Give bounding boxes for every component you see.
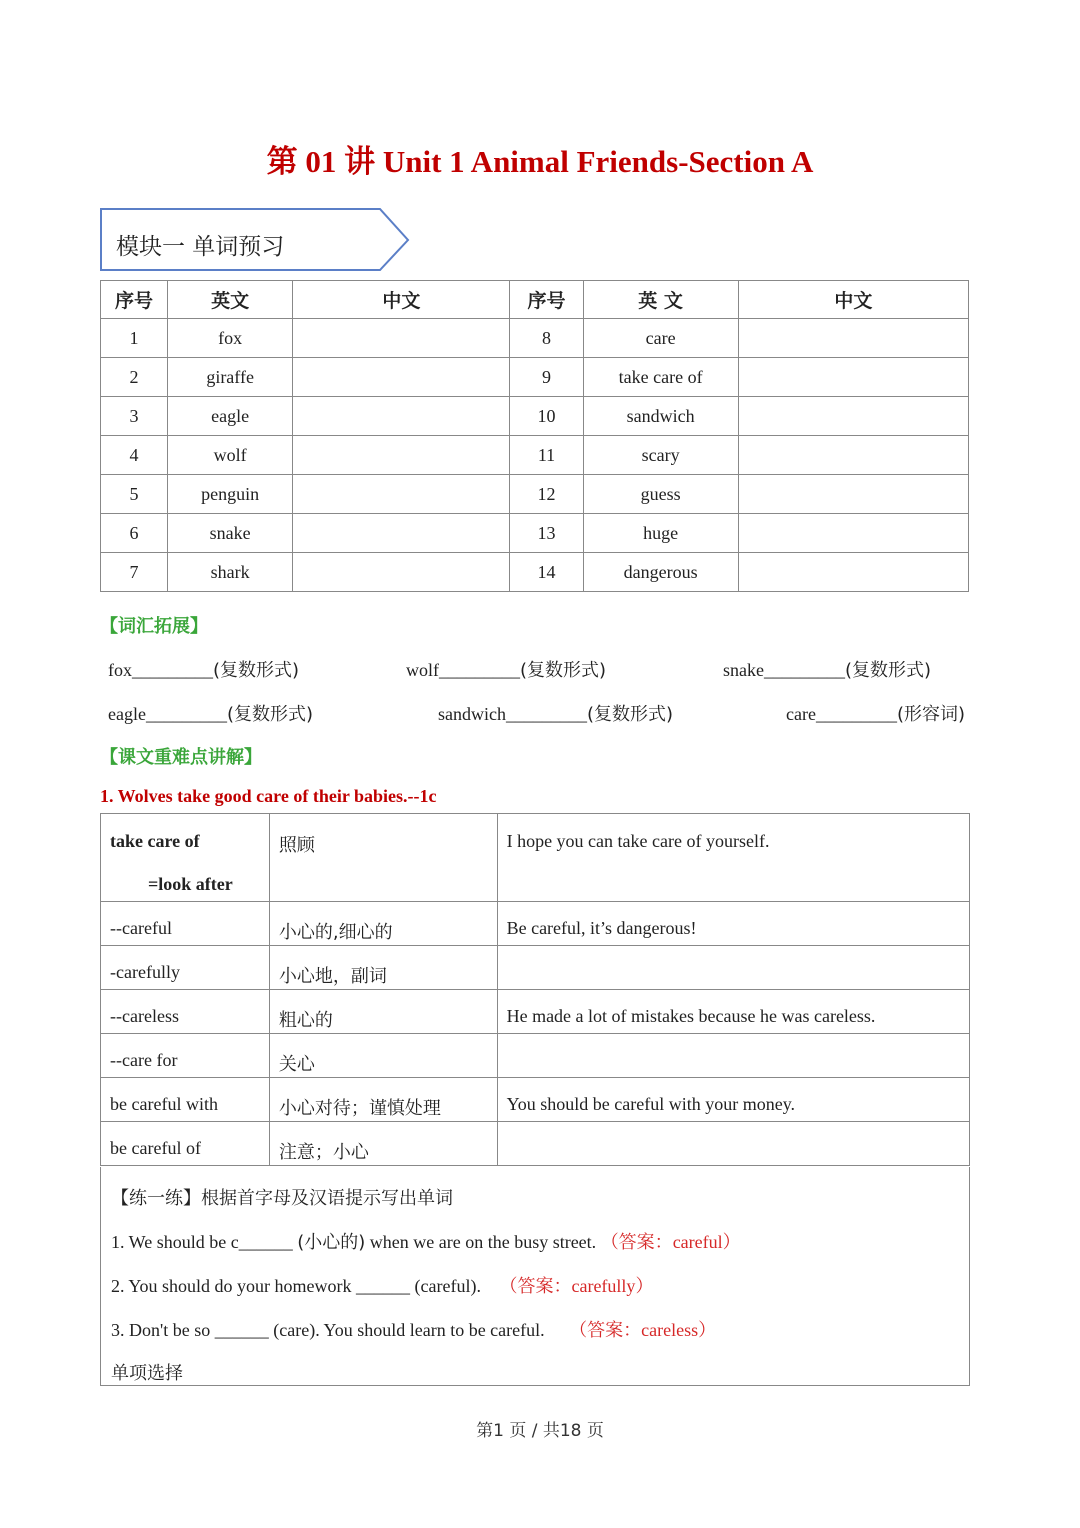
english-cell: snake	[168, 514, 293, 553]
index-cell: 7	[101, 553, 168, 592]
chinese-blank-cell[interactable]	[293, 553, 510, 592]
table-row	[101, 814, 970, 902]
chinese-blank-cell[interactable]	[293, 358, 510, 397]
extension-word: snake	[723, 660, 764, 680]
phrase-cell: --care for	[101, 1034, 270, 1078]
answer-word: carefully	[571, 1276, 636, 1296]
example-cell: I hope you can take care of yourself.	[497, 814, 969, 902]
meaning-cell: 照顾	[269, 814, 497, 902]
answer-suffix: ）	[635, 1276, 654, 1297]
col-header-index: 序号	[101, 281, 168, 319]
vocab-table	[100, 280, 969, 592]
meaning-cell: 小心地，副词	[269, 946, 497, 990]
extension-item	[406, 656, 606, 682]
vocab-header-row	[101, 281, 969, 319]
chinese-blank-cell[interactable]	[738, 358, 968, 397]
extension-hint: (复数形式)	[520, 660, 607, 681]
index-cell: 6	[101, 514, 168, 553]
meaning-cell: 小心对待；谨慎处理	[269, 1078, 497, 1122]
english-cell: huge	[583, 514, 738, 553]
extension-item	[438, 700, 673, 726]
index-cell: 9	[510, 358, 583, 397]
col-header-chinese: 中文	[738, 281, 968, 319]
index-cell: 2	[101, 358, 168, 397]
phrase-synonym: =look after	[148, 874, 233, 894]
extension-blank[interactable]: _________	[763, 660, 845, 680]
vocab-extension-heading: 【词汇拓展】	[100, 616, 208, 637]
english-cell: care	[583, 319, 738, 358]
practice-answer	[569, 1320, 716, 1341]
phrase-cell	[101, 814, 270, 902]
point-title: 1. Wolves take good care of their babies.--1c	[100, 786, 437, 806]
extension-word: care	[786, 704, 816, 724]
table-row	[101, 553, 969, 592]
chinese-blank-cell[interactable]	[738, 397, 968, 436]
index-cell: 13	[510, 514, 583, 553]
lesson-points-heading: 【课文重难点讲解】	[100, 747, 262, 768]
index-cell: 5	[101, 475, 168, 514]
phrase-cell: --careless	[101, 990, 270, 1034]
answer-word: careless	[641, 1320, 699, 1340]
extension-word: fox	[108, 660, 132, 680]
table-row	[101, 475, 969, 514]
answer-prefix: （答案：	[499, 1276, 572, 1297]
answer-word: careful	[672, 1232, 723, 1252]
extension-word: sandwich	[438, 704, 506, 724]
table-row	[101, 397, 969, 436]
example-cell: Be careful, it’s dangerous!	[497, 902, 969, 946]
english-cell: shark	[168, 553, 293, 592]
index-cell: 3	[101, 397, 168, 436]
index-cell: 12	[510, 475, 583, 514]
extension-blank[interactable]: _________	[439, 660, 520, 680]
index-cell: 1	[101, 319, 168, 358]
example-cell	[497, 946, 969, 990]
answer-suffix: ）	[722, 1232, 741, 1253]
example-cell	[497, 1034, 969, 1078]
page-footer: 第1 页 / 共18 页	[476, 1421, 604, 1441]
extension-hint: (复数形式)	[586, 704, 674, 725]
english-cell: penguin	[168, 475, 293, 514]
extension-hint: (复数形式)	[226, 704, 314, 725]
extension-blank[interactable]: _________	[815, 704, 897, 724]
module-label: 模块一 单词预习	[116, 234, 285, 260]
extension-hint: (复数形式)	[844, 660, 932, 681]
index-cell: 11	[510, 436, 583, 475]
practice-item	[111, 1272, 653, 1298]
lesson-points-table	[100, 813, 970, 1166]
english-cell: giraffe	[168, 358, 293, 397]
practice-sentence: 1. We should be c______	[111, 1232, 298, 1252]
english-cell: guess	[583, 475, 738, 514]
answer-suffix: ）	[698, 1320, 717, 1341]
table-row	[101, 1122, 970, 1166]
meaning-cell: 小心的,细心的	[269, 902, 497, 946]
table-row	[101, 902, 970, 946]
extension-hint: (复数形式)	[213, 660, 300, 681]
practice-sentence: 2. You should do your homework ______ (careful).	[111, 1276, 481, 1296]
english-cell: fox	[168, 319, 293, 358]
practice-sentence: 3. Don't be so ______ (care). You should learn to be careful.	[111, 1320, 545, 1340]
table-row	[101, 990, 970, 1034]
extension-item	[108, 656, 299, 682]
chinese-blank-cell[interactable]	[738, 514, 968, 553]
table-row	[101, 436, 969, 475]
phrase-text: take care of	[110, 831, 200, 851]
practice-answer	[499, 1276, 653, 1297]
extension-item	[723, 656, 931, 682]
extension-blank[interactable]: _________	[505, 704, 587, 724]
meaning-cell: 注意；小心	[269, 1122, 497, 1166]
col-header-chinese: 中文	[293, 281, 510, 319]
chinese-blank-cell[interactable]	[738, 319, 968, 358]
english-cell: scary	[583, 436, 738, 475]
extension-blank[interactable]: _________	[132, 660, 213, 680]
practice-heading: 【练一练】根据首字母及汉语提示写出单词	[111, 1188, 453, 1209]
english-cell: wolf	[168, 436, 293, 475]
extension-blank[interactable]: _________	[145, 704, 227, 724]
index-cell: 10	[510, 397, 583, 436]
chinese-blank-cell[interactable]	[293, 475, 510, 514]
col-header-english: 英文	[168, 281, 293, 319]
table-row	[101, 1034, 970, 1078]
meaning-cell: 关心	[269, 1034, 497, 1078]
english-cell: eagle	[168, 397, 293, 436]
answer-prefix: （答案：	[569, 1320, 642, 1341]
extension-word: eagle	[108, 704, 146, 724]
extension-item	[108, 700, 313, 726]
practice-item	[111, 1228, 741, 1254]
meaning-cell: 粗心的	[269, 990, 497, 1034]
answer-prefix: （答案：	[600, 1232, 673, 1253]
phrase-cell: be careful with	[101, 1078, 270, 1122]
index-cell: 4	[101, 436, 168, 475]
table-row	[101, 319, 969, 358]
english-cell: dangerous	[583, 553, 738, 592]
col-header-english: 英 文	[583, 281, 738, 319]
extension-hint: (形容词)	[896, 704, 966, 725]
single-choice-label: 单项选择	[111, 1363, 183, 1384]
practice-answer	[601, 1232, 741, 1253]
practice-box	[100, 1167, 970, 1386]
example-cell	[497, 1122, 969, 1166]
phrase-cell: --careful	[101, 902, 270, 946]
chinese-blank-cell[interactable]	[738, 553, 968, 592]
practice-hint: (小心的)	[297, 1232, 366, 1253]
chinese-blank-cell[interactable]	[293, 397, 510, 436]
index-cell: 14	[510, 553, 583, 592]
chinese-blank-cell[interactable]	[293, 514, 510, 553]
phrase-cell: -carefully	[101, 946, 270, 990]
chinese-blank-cell[interactable]	[293, 319, 510, 358]
example-cell: You should be careful with your money.	[497, 1078, 969, 1122]
chinese-blank-cell[interactable]	[738, 475, 968, 514]
english-cell: take care of	[583, 358, 738, 397]
table-row	[101, 358, 969, 397]
table-row	[101, 946, 970, 990]
extension-item	[786, 700, 965, 726]
index-cell: 8	[510, 319, 583, 358]
practice-sentence-end: when we are on the busy street.	[365, 1232, 597, 1252]
extension-word: wolf	[406, 660, 439, 680]
practice-item	[111, 1316, 716, 1342]
chinese-blank-cell[interactable]	[738, 436, 968, 475]
page-title: 第 01 讲 Unit 1 Animal Friends-Section A	[266, 144, 814, 179]
table-row	[101, 514, 969, 553]
chinese-blank-cell[interactable]	[293, 436, 510, 475]
table-row	[101, 1078, 970, 1122]
module-banner	[100, 208, 412, 272]
example-cell: He made a lot of mistakes because he was careless.	[497, 990, 969, 1034]
english-cell: sandwich	[583, 397, 738, 436]
col-header-index: 序号	[510, 281, 583, 319]
phrase-cell: be careful of	[101, 1122, 270, 1166]
